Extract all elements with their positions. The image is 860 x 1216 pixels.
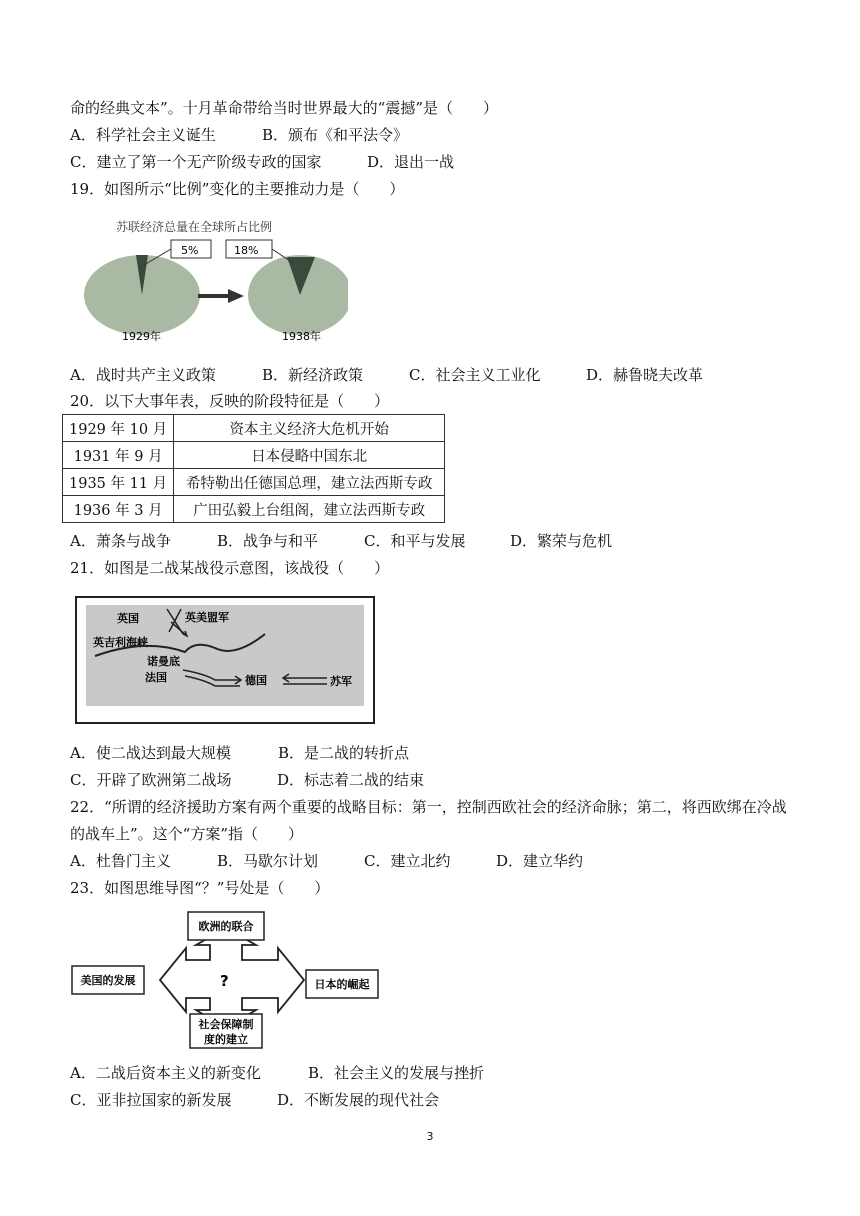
q18-option-c: C．建立了第一个无产阶级专政的国家 [70, 153, 322, 171]
event-desc: 日本侵略中国东北 [174, 442, 445, 469]
q23-option-c: C．亚非拉国家的新发展 [70, 1091, 232, 1109]
label-uk: 英国 [117, 612, 139, 625]
q21-stem: 21．如图是二战某战役示意图，该战役（ ） [70, 559, 390, 577]
q23-option-d: D．不断发展的现代社会 [277, 1091, 440, 1109]
table-row [63, 469, 445, 496]
center-question-mark: ? [220, 972, 229, 990]
q22-option-b: B．马歇尔计划 [217, 852, 319, 870]
event-desc: 资本主义经济大危机开始 [174, 415, 445, 442]
q19-stem: 19．如图所示“比例”变化的主要推动力是（ ） [70, 180, 405, 198]
event-date: 1929 年 10 月 [63, 415, 174, 442]
four-way-arrow [160, 928, 304, 1028]
q22-option-c: C．建立北约 [364, 852, 451, 870]
q19-option-d: D．赫鲁晓夫改革 [586, 366, 704, 384]
label-normandy: 诺曼底 [147, 655, 180, 668]
label-germany: 德国 [245, 674, 267, 687]
label-channel: 英吉利海峡 [93, 636, 148, 649]
mind-map [70, 910, 382, 1050]
q22-stem-line1: 22．“所谓的经济援助方案有两个重要的战略目标：第一，控制西欧社会的经济命脉；第二，将西欧绑在冷战 [70, 798, 787, 816]
q21-option-a: A．使二战达到最大规模 [70, 744, 231, 762]
event-date: 1931 年 9 月 [63, 442, 174, 469]
events-table [62, 414, 445, 523]
table-row [63, 496, 445, 523]
q18-option-d: D．退出一战 [367, 153, 455, 171]
event-desc: 广田弘毅上台组阁，建立法西斯专政 [174, 496, 445, 523]
battle-map [75, 596, 375, 724]
change-arrow [198, 289, 244, 303]
label-france: 法国 [145, 671, 167, 684]
q22-option-a: A．杜鲁门主义 [70, 852, 171, 870]
top-label: 欧洲的联合 [198, 920, 254, 933]
event-desc: 希特勒出任德国总理，建立法西斯专政 [174, 469, 445, 496]
q22-stem-line2: 的战车上”。这个“方案”指（ ） [70, 825, 304, 843]
table-row [63, 415, 445, 442]
label-1938: 1938年 [282, 330, 321, 343]
label-1929: 1929年 [122, 330, 161, 343]
page-number: 3 [426, 1130, 434, 1143]
right-label: 日本的崛起 [314, 978, 370, 991]
q20-option-a: A．萧条与战争 [70, 532, 171, 550]
table-row [63, 442, 445, 469]
label-18pct: 18% [234, 244, 259, 257]
q23-option-a: A．二战后资本主义的新变化 [70, 1064, 261, 1082]
q19-option-c: C．社会主义工业化 [409, 366, 541, 384]
q20-option-b: B．战争与和平 [217, 532, 319, 550]
bottom-label-line1: 社会保障制 [198, 1018, 254, 1031]
q20-option-c: C．和平与发展 [364, 532, 466, 550]
q22-option-d: D．建立华约 [496, 852, 584, 870]
label-allied: 英美盟军 [185, 611, 229, 624]
label-5pct: 5% [181, 244, 199, 257]
q21-option-c: C．开辟了欧洲第二战场 [70, 771, 232, 789]
left-label: 美国的发展 [80, 974, 136, 987]
q21-option-d: D．标志着二战的结束 [277, 771, 425, 789]
event-date: 1936 年 3 月 [63, 496, 174, 523]
battle-map-figure [75, 596, 375, 724]
q19-option-b: B．新经济政策 [262, 366, 364, 384]
q19-option-a: A．战时共产主义政策 [70, 366, 216, 384]
q23-stem: 23．如图思维导图“？”号处是（ ） [70, 879, 330, 897]
q18-option-b: B．颁布《和平法令》 [262, 126, 409, 144]
event-date: 1935 年 11 月 [63, 469, 174, 496]
q20-option-d: D．繁荣与危机 [510, 532, 613, 550]
bottom-label-line2: 度的建立 [204, 1033, 248, 1046]
q18-stem: 命的经典文本”。十月革命带给当时世界最大的“震撼”是（ ） [70, 99, 499, 117]
q20-stem: 20．以下大事年表，反映的阶段特征是（ ） [70, 392, 390, 410]
q18-option-a: A．科学社会主义诞生 [70, 126, 216, 144]
mind-map-figure [70, 910, 382, 1050]
q23-option-b: B．社会主义的发展与挫折 [308, 1064, 485, 1082]
figure-title: 苏联经济总量在全球所占比例 [116, 220, 273, 234]
soviet-share-pie-charts [78, 213, 348, 345]
label-soviet: 苏军 [330, 675, 352, 688]
soviet-share-figure [78, 213, 348, 345]
q21-option-b: B．是二战的转折点 [278, 744, 410, 762]
